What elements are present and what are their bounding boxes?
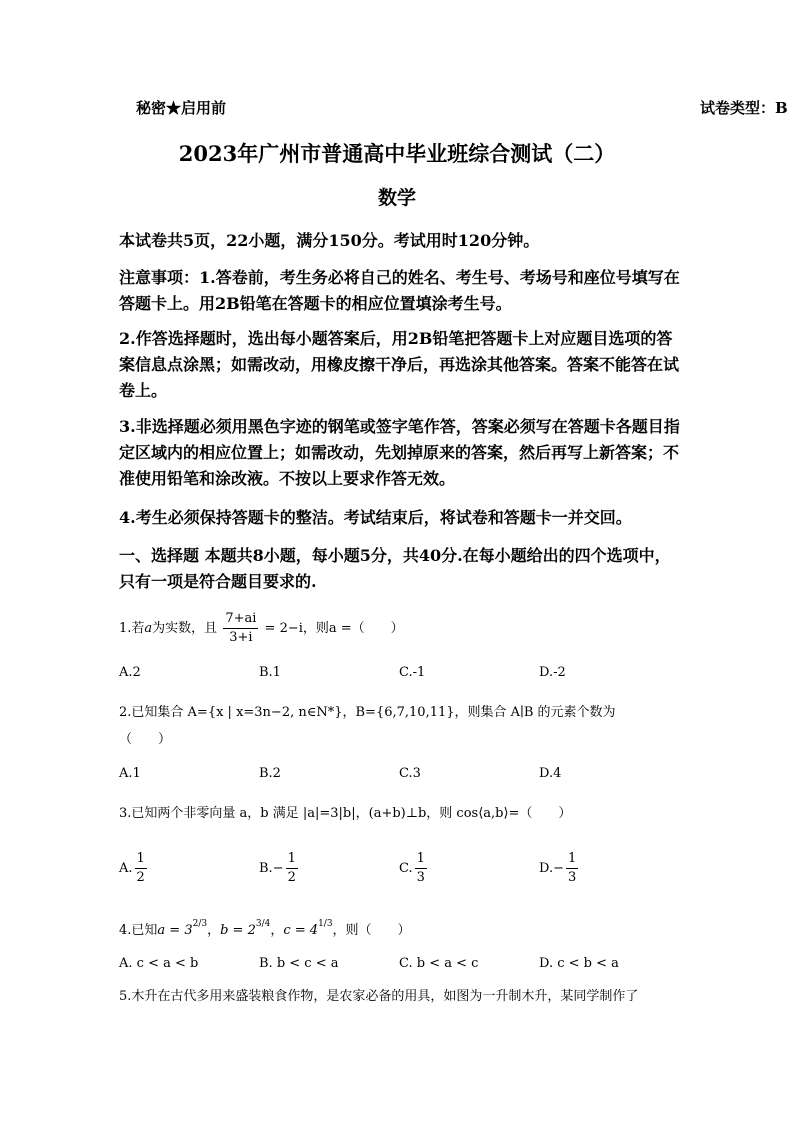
q3-a-den: 2 [136, 870, 145, 885]
q4-option-c: C. b < a < c [399, 956, 479, 971]
q3-c-num: 1 [415, 850, 427, 869]
q1-mid: 为实数，且 [152, 621, 218, 636]
note-1: 注意事项：1.答卷前，考生务必将自己的姓名、考生号、考场号和座位号填写在答题卡上。用2B铅笔在答题卡的相应位置填涂考生号。 [119, 268, 680, 313]
q3-a-label: A. [119, 861, 133, 876]
subject-title: 数学 [377, 187, 416, 209]
q3-b-num: 1 [286, 850, 298, 869]
question-1 [119, 610, 404, 647]
q2-option-a: A.1 [119, 766, 141, 781]
q3-c-den: 3 [416, 870, 425, 885]
q1-option-d: D.-2 [539, 665, 566, 680]
q2-option-d: D.4 [539, 766, 562, 781]
q4-a-exp: 2/3 [192, 919, 208, 929]
q1-numerator: 7+ai [223, 610, 258, 629]
q3-d-num: 1 [566, 850, 578, 869]
question-2-line-1: 2.已知集合 A={x | x=3n−2, n∈N*}，B={6,7,10,11}，则集合 A∣B 的元素个数为 [119, 705, 616, 720]
question-2-line-2: （ ） [119, 732, 172, 747]
q4-option-d: D. c < b < a [539, 956, 619, 971]
q4-option-b: B. b < c < a [259, 956, 339, 971]
note-2: 2.作答选择题时，选出每小题答案后，用2B铅笔把答题卡上对应题目选项的答案信息点涂黑；如需改动，用橡皮擦干净后，再选涂其他答案。答案不能答在试卷上。 [119, 329, 680, 400]
q4-b-exp: 3/4 [255, 919, 271, 929]
q3-c-label: C. [399, 861, 413, 876]
section-heading: 一、选择题 本题共8小题，每小题5分，共40分.在每小题给出的四个选项中，只有一项是符合题目要求的. [119, 546, 671, 591]
q3-d-sign: − [553, 861, 564, 876]
paper-type-label: 试卷类型：B [700, 99, 788, 117]
q2-option-c: C.3 [399, 766, 421, 781]
q1-prefix: 1.若 [119, 621, 145, 636]
intro-text: 本试卷共5页，22小题，满分150分。考试用时120分钟。 [119, 231, 540, 250]
q3-option-b [259, 850, 300, 887]
q3-option-d [539, 850, 580, 887]
q3-b-sign: − [272, 861, 284, 876]
q1-equation: = 2−i，则 [264, 621, 329, 636]
q2-option-b: B.2 [259, 766, 281, 781]
q3-d-den: 3 [568, 870, 577, 885]
q1-denominator: 3+i [229, 630, 253, 645]
note-4: 4.考生必须保持答题卡的整洁。考试结束后，将试卷和答题卡一并交回。 [119, 508, 632, 527]
secret-label: 秘密★启用前 [136, 99, 227, 117]
q3-option-a [119, 850, 149, 887]
q4-tail: ，则（ ） [332, 923, 411, 938]
q1-option-c: C.-1 [399, 665, 426, 680]
q4-a-base: a = 3 [157, 923, 193, 938]
q4-c-exp: 1/3 [318, 919, 333, 929]
q4-lead: 4.已知 [119, 923, 158, 938]
q1-option-a: A.2 [119, 665, 141, 680]
q3-d-label: D. [539, 861, 554, 876]
q3-b-label: B. [259, 861, 273, 876]
q1-var: a [144, 621, 153, 636]
q3-a-num: 1 [135, 850, 147, 869]
exam-title: 2023年广州市普通高中毕业班综合测试（二） [178, 141, 616, 166]
q1-suffix: a =（ ） [328, 621, 404, 636]
question-4: 4.已知$a = 3^{2/3}$，$b = 2^{3/4}$，$c = 4^{1/3}$，则（ ） [119, 919, 411, 938]
q4-c-base: c = 4 [283, 923, 319, 938]
note-3: 3.非选择题必须用黑色字迹的钢笔或签字笔作答，答案必须写在答题卡各题目指定区域内的相应位置上；如需改动，先划掉原来的答案，然后再写上新答案；不准使用铅笔和涂改液。不按以上要求作答无效。 [119, 417, 680, 488]
q1-option-b: B.1 [259, 665, 281, 680]
question-3: 3.已知两个非零向量 a，b 满足 |a|=3|b|，(a+b)⊥b，则 cos⟨a,b⟩=（ ） [119, 806, 572, 821]
q3-b-den: 2 [287, 870, 296, 885]
q1-fraction [223, 610, 258, 647]
q4-b-base: b = 2 [220, 923, 256, 938]
question-5: 5.木升在古代多用来盛装粮食作物，是农家必备的用具，如图为一升制木升，某同学制作了 [119, 989, 639, 1004]
q3-option-c [399, 850, 429, 887]
q4-option-a: A. c < a < b [119, 956, 199, 971]
